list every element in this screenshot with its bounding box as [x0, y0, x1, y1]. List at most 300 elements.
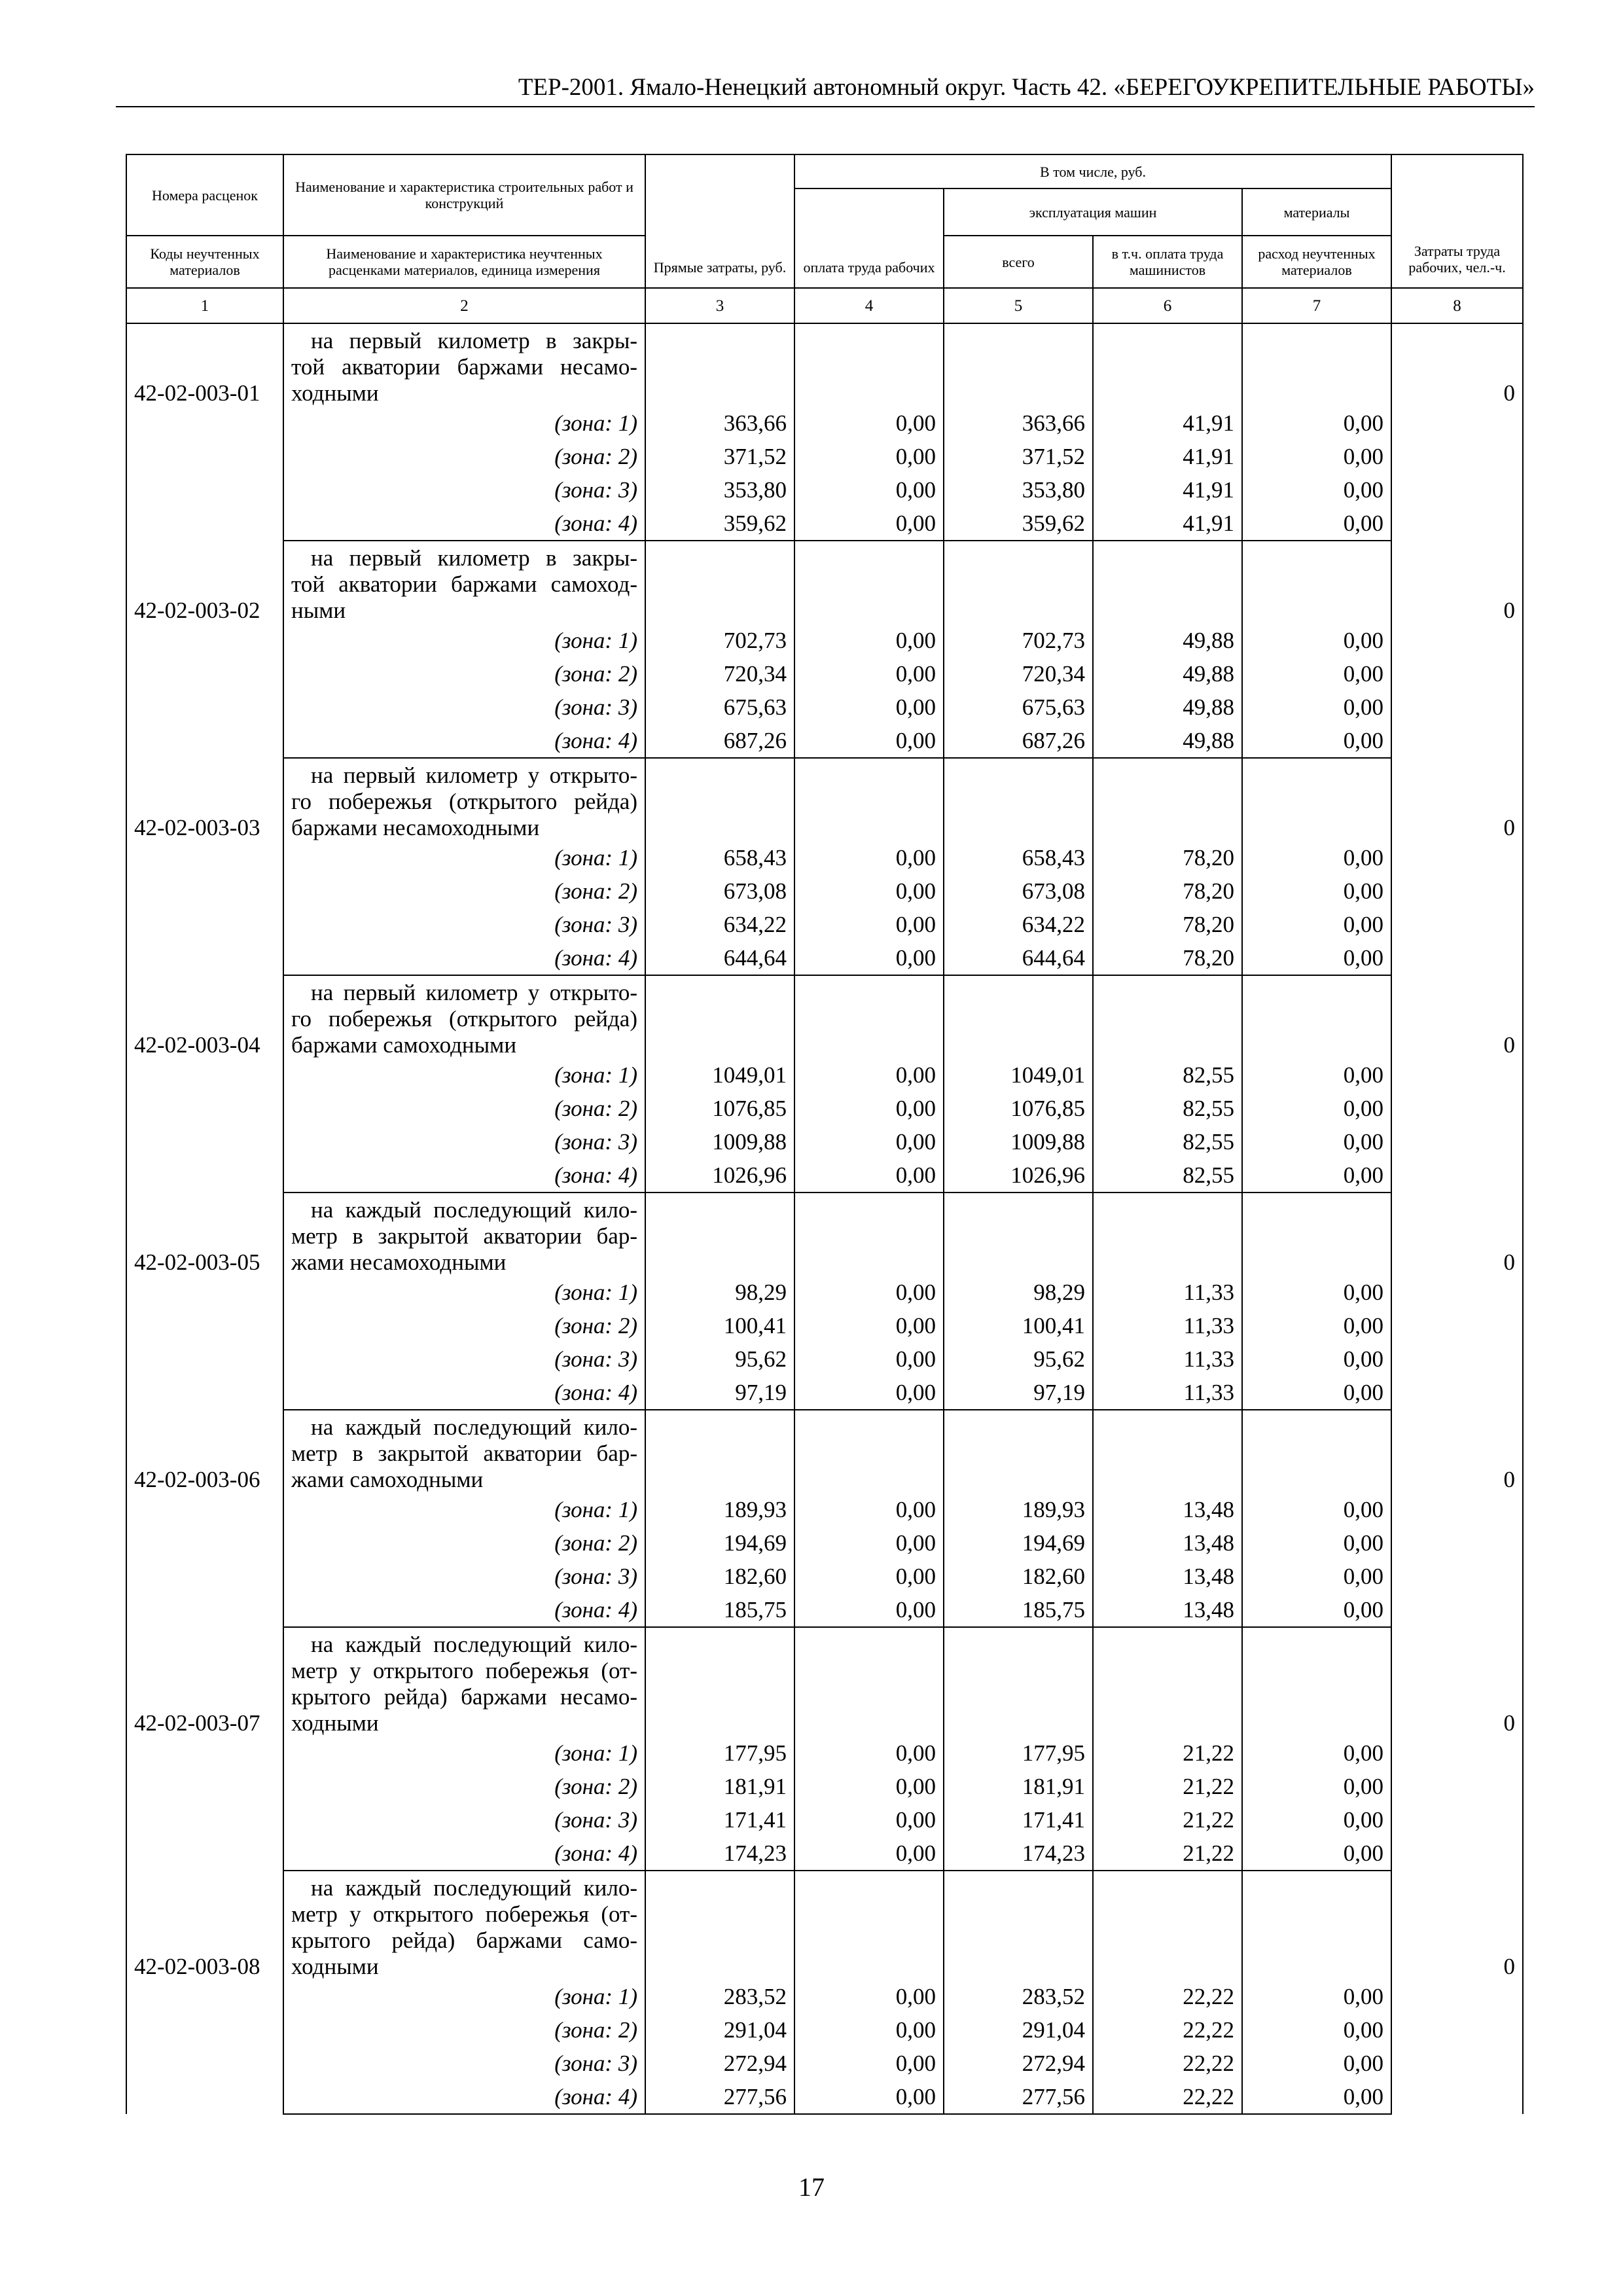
table-row [126, 724, 1523, 758]
labor-cost: 0 [1391, 758, 1523, 841]
zone-label: (зона: 1) [283, 1276, 645, 1309]
worker-pay: 0,00 [794, 2047, 944, 2080]
empty-cell [944, 1006, 1093, 1032]
machinist-pay: 41,91 [1093, 406, 1242, 440]
machinist-pay: 49,88 [1093, 724, 1242, 758]
materials-value: 0,00 [1242, 473, 1391, 507]
empty-cell [794, 758, 944, 789]
empty-cell [1093, 541, 1242, 571]
work-name-line: го побережья (открытого рейда) [283, 789, 645, 815]
col-number: 5 [944, 288, 1093, 323]
empty-cell [645, 1928, 794, 1954]
direct-cost: 1076,85 [645, 1092, 794, 1125]
machine-total: 673,08 [944, 874, 1093, 908]
empty-cell [944, 1467, 1093, 1493]
labor-spacer [1391, 624, 1523, 758]
empty-cell [944, 598, 1093, 624]
materials-value: 0,00 [1242, 1526, 1391, 1560]
table-row [126, 1193, 1523, 1223]
zone-label: (зона: 2) [283, 1526, 645, 1560]
worker-pay: 0,00 [794, 724, 944, 758]
machinist-pay: 21,22 [1093, 1837, 1242, 1871]
empty-cell [1093, 1006, 1242, 1032]
materials-value: 0,00 [1242, 2047, 1391, 2080]
empty-cell [1242, 323, 1391, 354]
col-number: 8 [1391, 288, 1523, 323]
empty-cell [794, 1901, 944, 1928]
materials-value: 0,00 [1242, 724, 1391, 758]
header-col2-bottom: Наименование и характеристика неучтенных расценками материалов, единица измерения [283, 236, 645, 288]
table-row [126, 1158, 1523, 1193]
worker-pay: 0,00 [794, 1493, 944, 1526]
work-name-line: на первый километр у открыто- [283, 975, 645, 1006]
machine-total: 272,94 [944, 2047, 1093, 2080]
direct-cost: 283,52 [645, 1980, 794, 2013]
empty-cell [1242, 354, 1391, 380]
worker-pay: 0,00 [794, 1837, 944, 1871]
empty-cell [645, 1627, 794, 1658]
machinist-pay: 21,22 [1093, 1803, 1242, 1837]
machine-total: 291,04 [944, 2013, 1093, 2047]
empty-cell [1093, 1249, 1242, 1276]
table-row [126, 1710, 1523, 1736]
empty-cell [1242, 541, 1391, 571]
table-row [126, 1526, 1523, 1560]
zone-label: (зона: 2) [283, 657, 645, 691]
worker-pay: 0,00 [794, 1593, 944, 1627]
table-row [126, 1954, 1523, 1980]
empty-cell [1242, 1928, 1391, 1954]
empty-cell [1093, 975, 1242, 1006]
rate-code-spacer [126, 1493, 283, 1627]
worker-pay: 0,00 [794, 440, 944, 473]
machinist-pay: 82,55 [1093, 1058, 1242, 1092]
table-row [126, 1871, 1523, 1901]
direct-cost: 1009,88 [645, 1125, 794, 1158]
table-row [126, 691, 1523, 724]
table-row [126, 1058, 1523, 1092]
empty-cell [1242, 758, 1391, 789]
header-machines: эксплуатация машин [944, 188, 1242, 236]
worker-pay: 0,00 [794, 657, 944, 691]
machine-total: 97,19 [944, 1376, 1093, 1410]
work-name-line: на каждый последующий кило- [283, 1871, 645, 1901]
worker-pay: 0,00 [794, 841, 944, 874]
header-incl: В том числе, руб. [794, 154, 1391, 188]
empty-cell [794, 1223, 944, 1249]
direct-cost: 194,69 [645, 1526, 794, 1560]
empty-cell [794, 1249, 944, 1276]
zone-label: (зона: 4) [283, 1376, 645, 1410]
machinist-pay: 82,55 [1093, 1125, 1242, 1158]
direct-cost: 95,62 [645, 1342, 794, 1376]
machine-total: 100,41 [944, 1309, 1093, 1342]
materials-value: 0,00 [1242, 908, 1391, 941]
empty-cell [794, 380, 944, 406]
machine-total: 359,62 [944, 507, 1093, 541]
empty-cell [1093, 1871, 1242, 1901]
empty-cell [944, 789, 1093, 815]
empty-cell [794, 1871, 944, 1901]
empty-cell [794, 975, 944, 1006]
labor-cost: 0 [1391, 1871, 1523, 1980]
empty-cell [1093, 1658, 1242, 1684]
empty-cell [1093, 1193, 1242, 1223]
machine-total: 174,23 [944, 1837, 1093, 1871]
direct-cost: 634,22 [645, 908, 794, 941]
empty-cell [944, 1928, 1093, 1954]
direct-cost: 272,94 [645, 2047, 794, 2080]
table-row [126, 1837, 1523, 1871]
labor-cost: 0 [1391, 1410, 1523, 1493]
table-row [126, 354, 1523, 380]
rate-code: 42-02-003-04 [126, 975, 283, 1058]
labor-spacer [1391, 1736, 1523, 1871]
table-row [126, 1593, 1523, 1627]
empty-cell [1093, 598, 1242, 624]
empty-cell [944, 1627, 1093, 1658]
worker-pay: 0,00 [794, 1526, 944, 1560]
machinist-pay: 78,20 [1093, 941, 1242, 975]
table-row [126, 941, 1523, 975]
empty-cell [1242, 1410, 1391, 1441]
machinist-pay: 13,48 [1093, 1526, 1242, 1560]
table-row [126, 406, 1523, 440]
materials-value: 0,00 [1242, 1593, 1391, 1627]
empty-cell [794, 1658, 944, 1684]
machine-total: 194,69 [944, 1526, 1093, 1560]
direct-cost: 353,80 [645, 473, 794, 507]
rates-table [126, 154, 1524, 2115]
work-name-line: ными [283, 598, 645, 624]
worker-pay: 0,00 [794, 1125, 944, 1158]
materials-value: 0,00 [1242, 874, 1391, 908]
machinist-pay: 21,22 [1093, 1770, 1242, 1803]
labor-cost: 0 [1391, 1627, 1523, 1736]
worker-pay: 0,00 [794, 874, 944, 908]
rate-code: 42-02-003-01 [126, 323, 283, 406]
header-col8: Затраты труда рабочих, чел.-ч. [1391, 154, 1523, 288]
machinist-pay: 41,91 [1093, 440, 1242, 473]
work-name-line: метр у открытого побережья (от- [283, 1901, 645, 1928]
worker-pay: 0,00 [794, 1980, 944, 2013]
worker-pay: 0,00 [794, 1309, 944, 1342]
header-col4: оплата труда рабочих [794, 188, 944, 288]
labor-spacer [1391, 1276, 1523, 1410]
table-row [126, 841, 1523, 874]
zone-label: (зона: 1) [283, 1736, 645, 1770]
empty-cell [944, 1684, 1093, 1710]
worker-pay: 0,00 [794, 908, 944, 941]
empty-cell [794, 1193, 944, 1223]
machine-total: 720,34 [944, 657, 1093, 691]
machinist-pay: 41,91 [1093, 507, 1242, 541]
empty-cell [1093, 323, 1242, 354]
work-name-line: жами самоходными [283, 1467, 645, 1493]
table-row [126, 1770, 1523, 1803]
zone-label: (зона: 1) [283, 841, 645, 874]
worker-pay: 0,00 [794, 691, 944, 724]
zone-label: (зона: 4) [283, 1593, 645, 1627]
machine-total: 98,29 [944, 1276, 1093, 1309]
empty-cell [1093, 354, 1242, 380]
machinist-pay: 11,33 [1093, 1309, 1242, 1342]
worker-pay: 0,00 [794, 624, 944, 657]
empty-cell [1242, 1658, 1391, 1684]
materials-value: 0,00 [1242, 1158, 1391, 1193]
table-row [126, 598, 1523, 624]
worker-pay: 0,00 [794, 2080, 944, 2114]
machine-total: 687,26 [944, 724, 1093, 758]
machine-total: 181,91 [944, 1770, 1093, 1803]
empty-cell [1242, 380, 1391, 406]
worker-pay: 0,00 [794, 941, 944, 975]
worker-pay: 0,00 [794, 507, 944, 541]
zone-label: (зона: 1) [283, 624, 645, 657]
materials-value: 0,00 [1242, 1058, 1391, 1092]
empty-cell [1242, 1954, 1391, 1980]
empty-cell [645, 380, 794, 406]
machinist-pay: 41,91 [1093, 473, 1242, 507]
direct-cost: 174,23 [645, 1837, 794, 1871]
machinist-pay: 13,48 [1093, 1560, 1242, 1593]
materials-value: 0,00 [1242, 2013, 1391, 2047]
materials-value: 0,00 [1242, 1276, 1391, 1309]
table-row [126, 758, 1523, 789]
zone-label: (зона: 2) [283, 1770, 645, 1803]
table-row [126, 1901, 1523, 1928]
empty-cell [1093, 571, 1242, 598]
header-materials: материалы [1242, 188, 1391, 236]
zone-label: (зона: 4) [283, 1158, 645, 1193]
empty-cell [1093, 380, 1242, 406]
empty-cell [1242, 1006, 1391, 1032]
machine-total: 675,63 [944, 691, 1093, 724]
worker-pay: 0,00 [794, 2013, 944, 2047]
zone-label: (зона: 2) [283, 1092, 645, 1125]
empty-cell [645, 1249, 794, 1276]
machine-total: 353,80 [944, 473, 1093, 507]
labor-spacer [1391, 1058, 1523, 1193]
zone-label: (зона: 2) [283, 440, 645, 473]
work-name-line: на первый километр в закры- [283, 323, 645, 354]
header-col1-top: Номера расценок [126, 154, 283, 236]
rate-code: 42-02-003-03 [126, 758, 283, 841]
machinist-pay: 49,88 [1093, 657, 1242, 691]
direct-cost: 702,73 [645, 624, 794, 657]
table-row [126, 624, 1523, 657]
zone-label: (зона: 1) [283, 1058, 645, 1092]
machine-total: 177,95 [944, 1736, 1093, 1770]
zone-label: (зона: 3) [283, 1803, 645, 1837]
table-row [126, 874, 1523, 908]
direct-cost: 359,62 [645, 507, 794, 541]
empty-cell [944, 758, 1093, 789]
zone-label: (зона: 3) [283, 908, 645, 941]
direct-cost: 177,95 [645, 1736, 794, 1770]
rate-code-spacer [126, 1058, 283, 1193]
machine-total: 371,52 [944, 440, 1093, 473]
col-number: 6 [1093, 288, 1242, 323]
empty-cell [1093, 1954, 1242, 1980]
machine-total: 634,22 [944, 908, 1093, 941]
empty-cell [645, 1871, 794, 1901]
zone-label: (зона: 1) [283, 1493, 645, 1526]
table-row [126, 507, 1523, 541]
labor-spacer [1391, 841, 1523, 975]
direct-cost: 185,75 [645, 1593, 794, 1627]
machine-total: 1076,85 [944, 1092, 1093, 1125]
machinist-pay: 49,88 [1093, 691, 1242, 724]
table-row [126, 1006, 1523, 1032]
table-row [126, 1627, 1523, 1658]
empty-cell [645, 815, 794, 841]
empty-cell [645, 323, 794, 354]
materials-value: 0,00 [1242, 507, 1391, 541]
machine-total: 363,66 [944, 406, 1093, 440]
table-row [126, 1410, 1523, 1441]
machinist-pay: 78,20 [1093, 874, 1242, 908]
zone-label: (зона: 3) [283, 1125, 645, 1158]
materials-value: 0,00 [1242, 406, 1391, 440]
machine-total: 644,64 [944, 941, 1093, 975]
machinist-pay: 78,20 [1093, 908, 1242, 941]
empty-cell [944, 1954, 1093, 1980]
table-row [126, 657, 1523, 691]
direct-cost: 644,64 [645, 941, 794, 975]
worker-pay: 0,00 [794, 1058, 944, 1092]
empty-cell [794, 571, 944, 598]
labor-cost: 0 [1391, 1193, 1523, 1276]
empty-cell [1242, 975, 1391, 1006]
zone-label: (зона: 2) [283, 874, 645, 908]
machinist-pay: 49,88 [1093, 624, 1242, 657]
table-row [126, 1276, 1523, 1309]
zone-label: (зона: 4) [283, 1837, 645, 1871]
direct-cost: 675,63 [645, 691, 794, 724]
work-name-line: ходными [283, 1954, 645, 1980]
empty-cell [944, 975, 1093, 1006]
empty-cell [794, 1410, 944, 1441]
machine-total: 1049,01 [944, 1058, 1093, 1092]
table-row [126, 1125, 1523, 1158]
header-rule [116, 106, 1535, 107]
empty-cell [645, 789, 794, 815]
work-name-line: ходными [283, 380, 645, 406]
table-row [126, 2047, 1523, 2080]
materials-value: 0,00 [1242, 841, 1391, 874]
direct-cost: 291,04 [645, 2013, 794, 2047]
materials-value: 0,00 [1242, 1980, 1391, 2013]
work-name-line: жами несамоходными [283, 1249, 645, 1276]
table-row [126, 1032, 1523, 1058]
page-number: 17 [798, 2172, 825, 2202]
direct-cost: 181,91 [645, 1770, 794, 1803]
empty-cell [794, 789, 944, 815]
header-col2-top: Наименование и характеристика строительных работ и конструкций [283, 154, 645, 236]
worker-pay: 0,00 [794, 406, 944, 440]
empty-cell [944, 1901, 1093, 1928]
empty-cell [1242, 1193, 1391, 1223]
empty-cell [944, 571, 1093, 598]
work-name-line: крытого рейда) баржами несамо- [283, 1684, 645, 1710]
machinist-pay: 13,48 [1093, 1593, 1242, 1627]
rate-code-spacer [126, 1276, 283, 1410]
table-row [126, 1309, 1523, 1342]
empty-cell [1242, 598, 1391, 624]
empty-cell [1093, 1928, 1242, 1954]
empty-cell [1093, 1627, 1242, 1658]
empty-cell [645, 1710, 794, 1736]
empty-cell [944, 1032, 1093, 1058]
worker-pay: 0,00 [794, 1158, 944, 1193]
zone-label: (зона: 3) [283, 2047, 645, 2080]
labor-cost: 0 [1391, 323, 1523, 406]
labor-spacer [1391, 1980, 1523, 2114]
worker-pay: 0,00 [794, 1376, 944, 1410]
empty-cell [794, 541, 944, 571]
empty-cell [944, 1658, 1093, 1684]
table-row [126, 541, 1523, 571]
empty-cell [1242, 1441, 1391, 1467]
direct-cost: 720,34 [645, 657, 794, 691]
empty-cell [794, 815, 944, 841]
work-name-line: метр в закрытой акватории бар- [283, 1223, 645, 1249]
rate-code: 42-02-003-05 [126, 1193, 283, 1276]
running-header: ТЕР-2001. Ямало-Ненецкий автономный округ. Часть 42. «БЕРЕГОУКРЕПИТЕЛЬНЫЕ РАБОТЫ» [518, 74, 1535, 101]
materials-value: 0,00 [1242, 1837, 1391, 1871]
empty-cell [794, 1710, 944, 1736]
empty-cell [1242, 815, 1391, 841]
rate-code-spacer [126, 1980, 283, 2114]
header-col6: в т.ч. оплата труда машинистов [1093, 236, 1242, 288]
zone-label: (зона: 3) [283, 1342, 645, 1376]
table-row [126, 1376, 1523, 1410]
header-col1-bottom: Коды неучтенных материалов [126, 236, 283, 288]
materials-value: 0,00 [1242, 1125, 1391, 1158]
table-row [126, 975, 1523, 1006]
empty-cell [1242, 1901, 1391, 1928]
direct-cost: 97,19 [645, 1376, 794, 1410]
empty-cell [944, 1193, 1093, 1223]
empty-cell [794, 1467, 944, 1493]
empty-cell [645, 571, 794, 598]
rate-code: 42-02-003-08 [126, 1871, 283, 1980]
machinist-pay: 22,22 [1093, 2080, 1242, 2114]
empty-cell [645, 1658, 794, 1684]
work-name-line: го побережья (открытого рейда) [283, 1006, 645, 1032]
empty-cell [944, 1249, 1093, 1276]
table-row [126, 1493, 1523, 1526]
work-name-line: на первый километр в закры- [283, 541, 645, 571]
machine-total: 1026,96 [944, 1158, 1093, 1193]
materials-value: 0,00 [1242, 1092, 1391, 1125]
table-row [126, 1560, 1523, 1593]
worker-pay: 0,00 [794, 1803, 944, 1837]
empty-cell [794, 1684, 944, 1710]
work-name-line: метр в закрытой акватории бар- [283, 1441, 645, 1467]
col-number: 7 [1242, 288, 1391, 323]
table-row [126, 1441, 1523, 1467]
table-body [126, 323, 1523, 2114]
direct-cost: 189,93 [645, 1493, 794, 1526]
table-row [126, 1342, 1523, 1376]
machine-total: 182,60 [944, 1560, 1093, 1593]
empty-cell [1093, 789, 1242, 815]
work-name-line: на каждый последующий кило- [283, 1410, 645, 1441]
zone-label: (зона: 4) [283, 2080, 645, 2114]
empty-cell [645, 1410, 794, 1441]
